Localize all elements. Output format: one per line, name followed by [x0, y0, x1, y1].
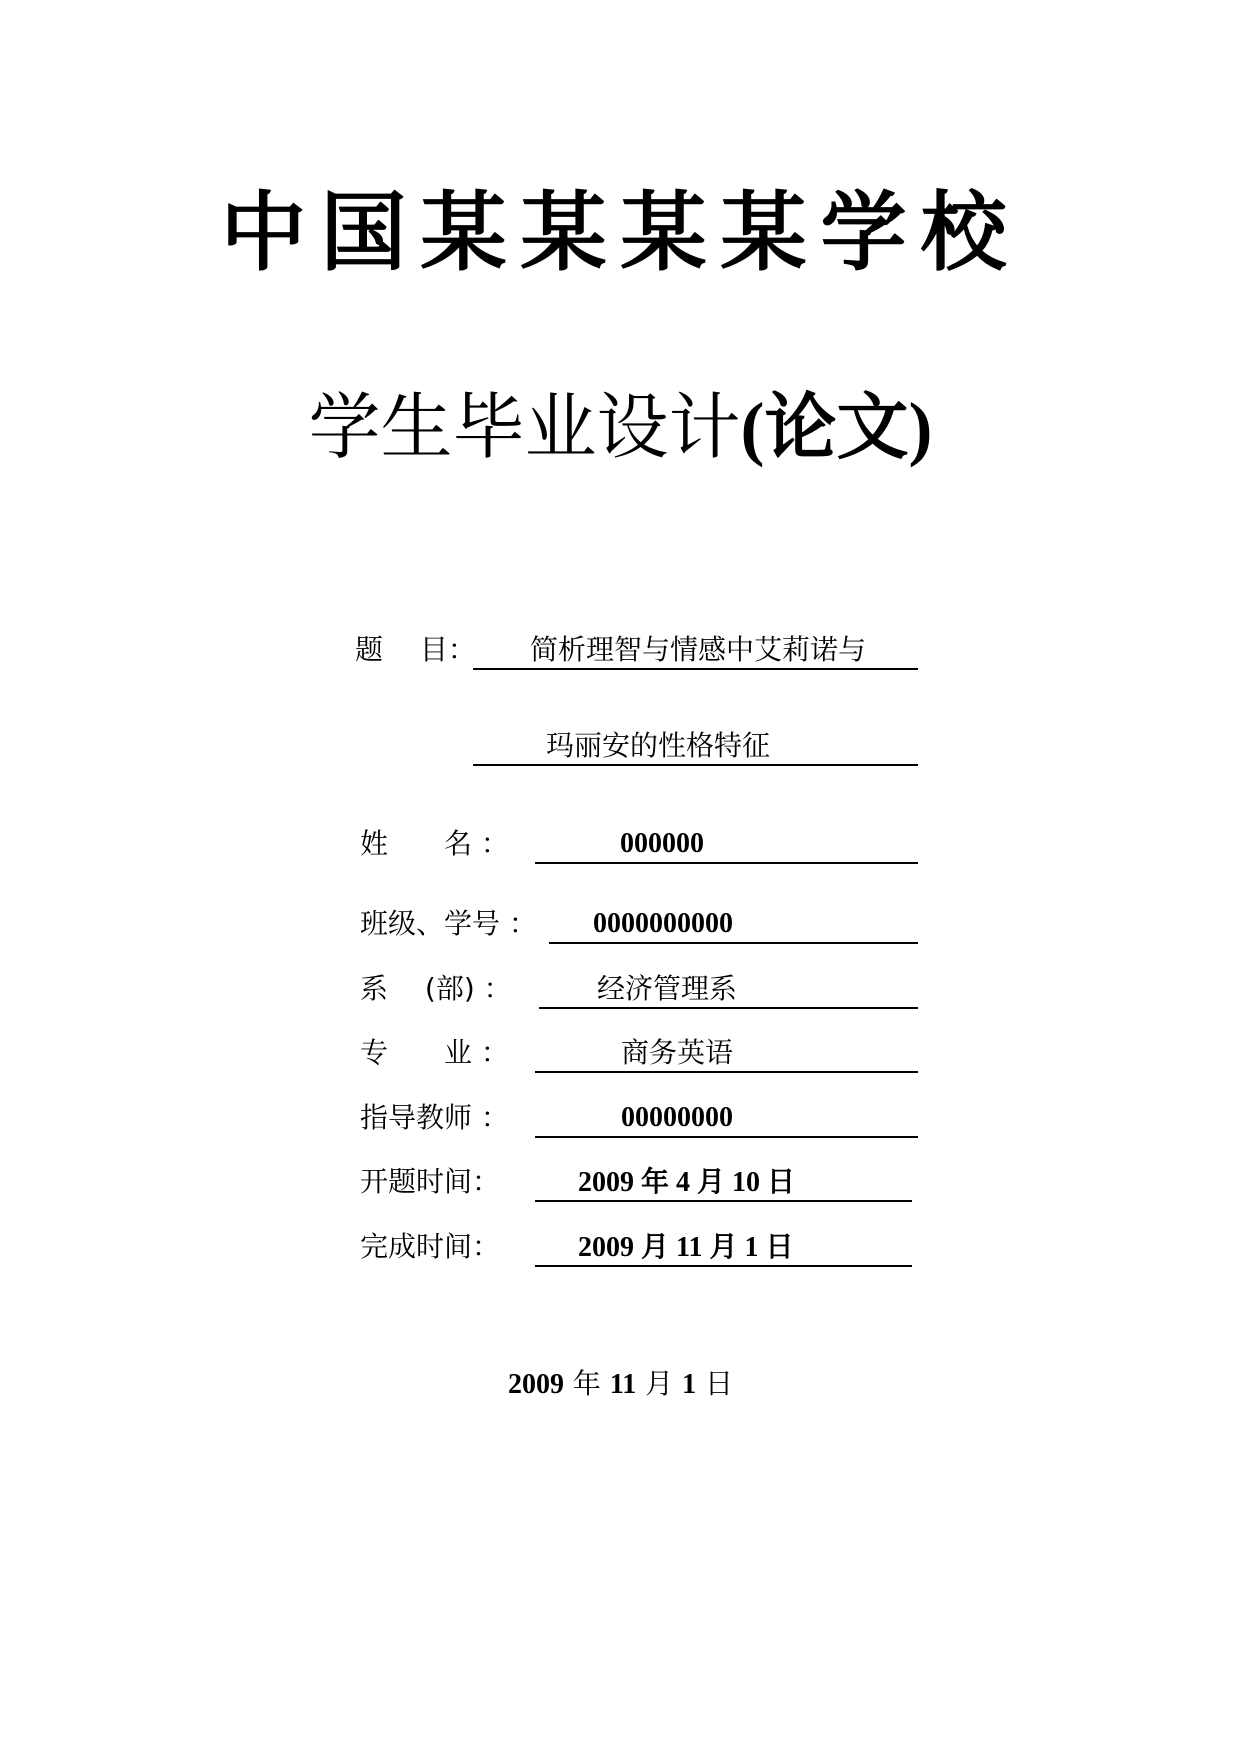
- cover-date-day-suffix: 日: [696, 1367, 733, 1400]
- document-title: [0, 382, 1241, 473]
- class-id-value: 0000000000: [593, 908, 733, 939]
- cover-date-day: 1: [682, 1369, 697, 1400]
- cover-date-year-suffix: 年: [564, 1367, 610, 1400]
- cover-date: [0, 1366, 1241, 1403]
- school-name: 中国某某某某学校: [220, 182, 1021, 283]
- topic-value-line2: 玛丽安的性格特征: [546, 729, 771, 762]
- advisor-label: 指导教师 ：: [360, 1101, 509, 1134]
- topic-value-line1: 简析理智与情感中艾莉诺与: [530, 633, 867, 666]
- finish-date-label: 完成时间：: [360, 1230, 501, 1263]
- topic-label: 题 目：: [355, 633, 476, 666]
- start-date-rest: 年 4 月 10 日: [634, 1167, 796, 1198]
- department-value: 经济管理系: [597, 972, 738, 1005]
- name-label: 姓 名 ：: [360, 827, 509, 860]
- department-label: 系 (部) ：: [360, 972, 512, 1005]
- advisor-value: 00000000: [621, 1102, 733, 1133]
- finish-date-year: 2009: [578, 1232, 634, 1263]
- major-value: 商务英语: [621, 1036, 734, 1069]
- start-date-year: 2009: [578, 1167, 634, 1198]
- name-underline: [535, 826, 918, 864]
- finish-date-rest: 月 11 月 1 日: [634, 1232, 794, 1263]
- cover-date-month-suffix: 月: [636, 1367, 683, 1400]
- start-date-value: [578, 1164, 795, 1201]
- finish-date-value: [578, 1229, 793, 1266]
- cover-date-year: 2009: [508, 1369, 564, 1400]
- document-title-paren: (论文): [740, 388, 933, 468]
- class-id-label: 班级、学号 ：: [360, 907, 537, 940]
- document-title-main: 学生毕业设计: [308, 385, 741, 469]
- major-label: 专 业 ：: [360, 1036, 509, 1069]
- name-value: 000000: [620, 828, 704, 859]
- start-date-label: 开题时间：: [360, 1165, 501, 1198]
- cover-date-month: 11: [609, 1369, 637, 1400]
